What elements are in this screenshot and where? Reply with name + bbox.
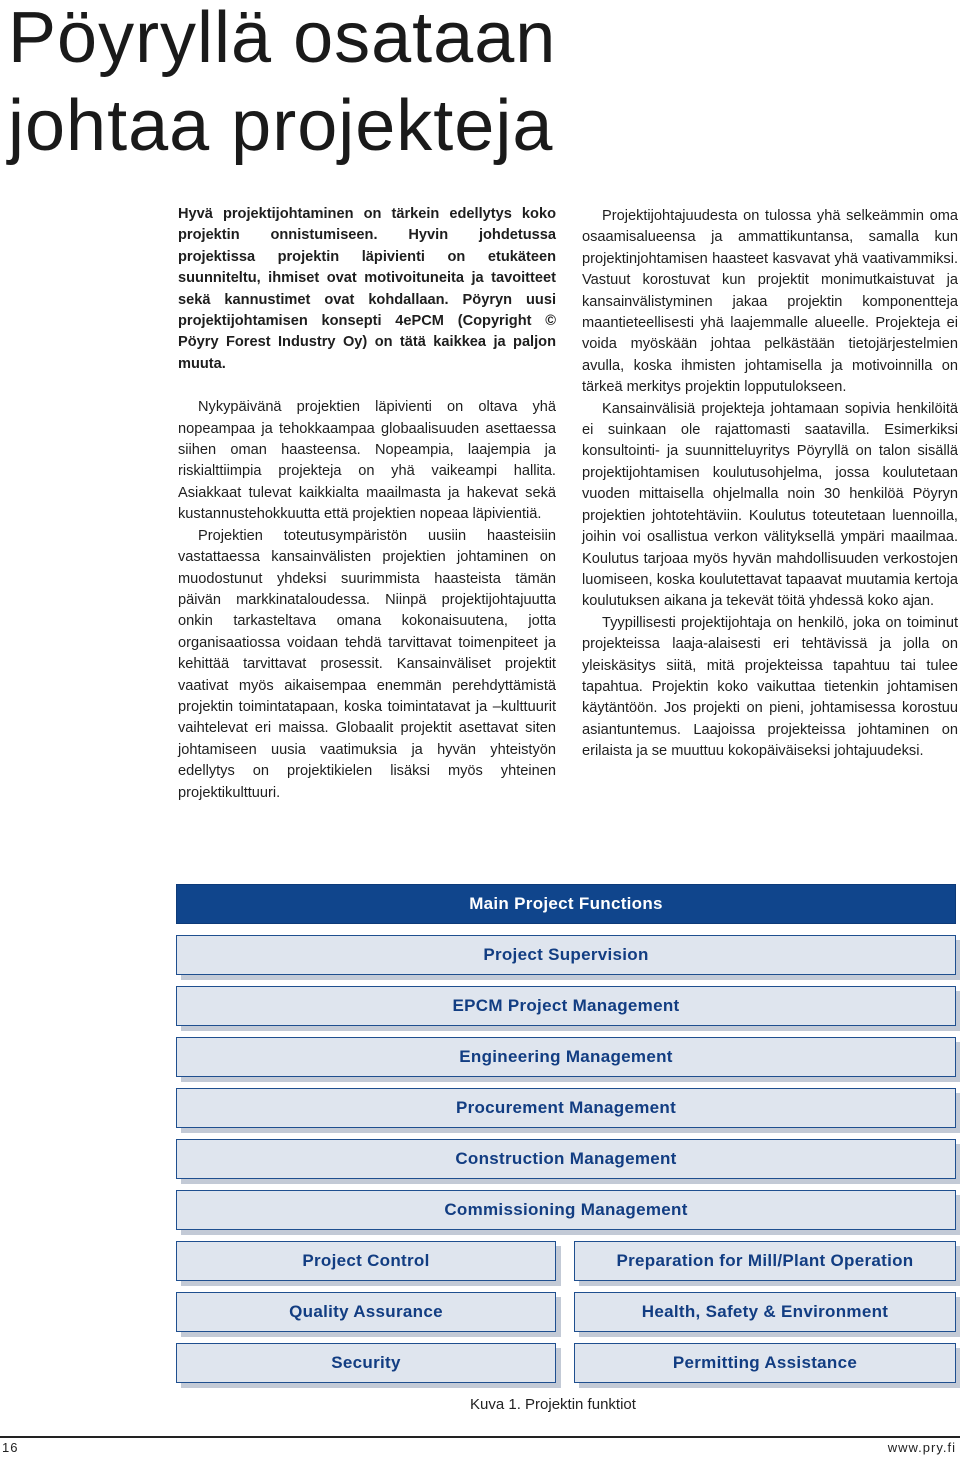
lead-paragraph: Hyvä projektijohtaminen on tärkein edellytys koko projektin onnistumiseen. Hyvin johdetussa projektissa projektin läpivienti on etukäteen suunniteltu, ihmiset ovat motivoituneita ja tavoitteet sekä kannustimet ovat kohdallaan. Pöyryn uusi projektijohtamisen konsepti 4ePCM (Copyright © Pöyry Forest Industry Oy) on tätä kaikkea ja paljon muuta. [178, 206, 556, 372]
function-box-project-control: Project Control [176, 1241, 556, 1281]
body-paragraph: Projektijohtajuudesta on tulossa yhä selkeämmin oma osaamisalueensa ja ammattikuntansa, samalla kun projektinjohtamisen haasteet kasvavat yhä vaativammiksi. Vastuut korostuvat kun projektit monimutkaistuvat ja kansainvälistyminen jakaa projektin komponentteja maantieteellisesti yhä laajemmalle alueelle. Projekteja ei voida myöskään johtaa pelkästään tietojärjestelmien avulla, koska ihmisten johtamisella ja motivoinnilla on tärkeä merkitys projektin lopputulokseen. [582, 208, 958, 396]
function-box-epcm: EPCM Project Management [176, 986, 956, 1026]
body-paragraph: Kansainvälisiä projekteja johtamaan sopivia henkilöitä ei suinkaan ole rajattomasti saatavilla. Esimerkiksi konsultointi- ja suunnitteluyritys Pöyryllä on talon sisällä projektijohtamisen koulutusohjelma, jossa koulutetaan vuoden mittaisella ohjelmalla noin 30 henkilöä Pöyryn projektien johtotehtäviin. Koulutus toteutetaan luennoilla, joihin voi osallistua verkon välityksellä ympäri maailmaa. Koulutus tarjoaa myös hyvän mahdollisuuden verkostojen luomiseen, koska koulutettavat tapaavat muutamia kertoja koulutuksen aikana ja tekevät töitä yhdessä koko ajan. [582, 400, 958, 610]
function-box-commissioning: Commissioning Management [176, 1190, 956, 1230]
right-column [582, 206, 958, 763]
function-box-quality-assurance: Quality Assurance [176, 1292, 556, 1332]
function-box-procurement: Procurement Management [176, 1088, 956, 1128]
footer-divider [0, 1436, 960, 1438]
diagram-header: Main Project Functions [176, 884, 956, 924]
function-box-construction: Construction Management [176, 1139, 956, 1179]
function-box-preparation: Preparation for Mill/Plant Operation [574, 1241, 956, 1281]
body-paragraph: Tyypillisesti projektijohtaja on henkilö, joka on toiminut projekteissa laaja-alaisesti eri tehtävissä ja jolla on yleiskäsitys siitä, mitä projekteissa tapahtuu tai tulee tapahtua. Projektin koko vaikuttaa tietenkin johtamisen käytäntöön. Jos projekti on pieni, johtamisessa korostuu asiantuntemus. Laajoissa projekteissa johtaminen on erilaista ja se muuttuu kokopäiväiseksi johtajuudeksi. [582, 614, 958, 760]
title-line-1: Pöyryllä osataan [8, 0, 557, 78]
function-box-permitting: Permitting Assistance [574, 1343, 956, 1383]
function-box-engineering: Engineering Management [176, 1037, 956, 1077]
left-column [178, 204, 556, 804]
page-number: 16 [2, 1440, 19, 1455]
function-box-project-supervision: Project Supervision [176, 935, 956, 975]
body-paragraph: Nykypäivänä projektien läpivienti on oltava yhä nopeampaa ja tehokkaampaa globaalisuuden asettaessa siihen oman haasteensa. Nopeampia, laajempia ja riskialttiimpia projekteja on yhä vaikeampi hallita. Asiakkaat tulevat kaikkialta maailmasta ja hakevat sekä kustannustehokkuutta että projektien nopeaa läpivientiä. [178, 399, 556, 523]
figure-caption [400, 1396, 740, 1413]
body-paragraph: Projektien toteutusympäristön uusiin haasteisiin vastattaessa kansainvälisten projektien johtaminen on muodostunut yhdeksi suurimmista haasteista tämän päivän markkinataloudessa. Niinpä projektijohtajuutta onkin tarkasteltava omana kokonaisuutena, jotta organisaatiossa voidaan tehdä tarvittavat toimenpiteet ja kehittää tarvittavat prosessit. Kansainväliset projektit vaativat myös aikaisempaa enemmän perehdyttämistä projektin toimintatapaan, koska toimintatavat ja –kulttuurit vaihtelevat eri maissa. Globaalit projektit asettavat siten johtamiseen uusia vaatimuksia ja hyvän yhteistyön edellytys on projektikielen lisäksi myös yhteinen projektikulttuuri. [178, 527, 556, 801]
title-line-2: johtaa projekteja [8, 86, 554, 166]
page-title [8, 0, 908, 170]
website-link[interactable]: www.pry.fi [887, 1440, 956, 1455]
function-box-security: Security [176, 1343, 556, 1383]
caption-text: Kuva 1. Projektin funktiot [470, 1396, 636, 1413]
function-box-hse: Health, Safety & Environment [574, 1292, 956, 1332]
